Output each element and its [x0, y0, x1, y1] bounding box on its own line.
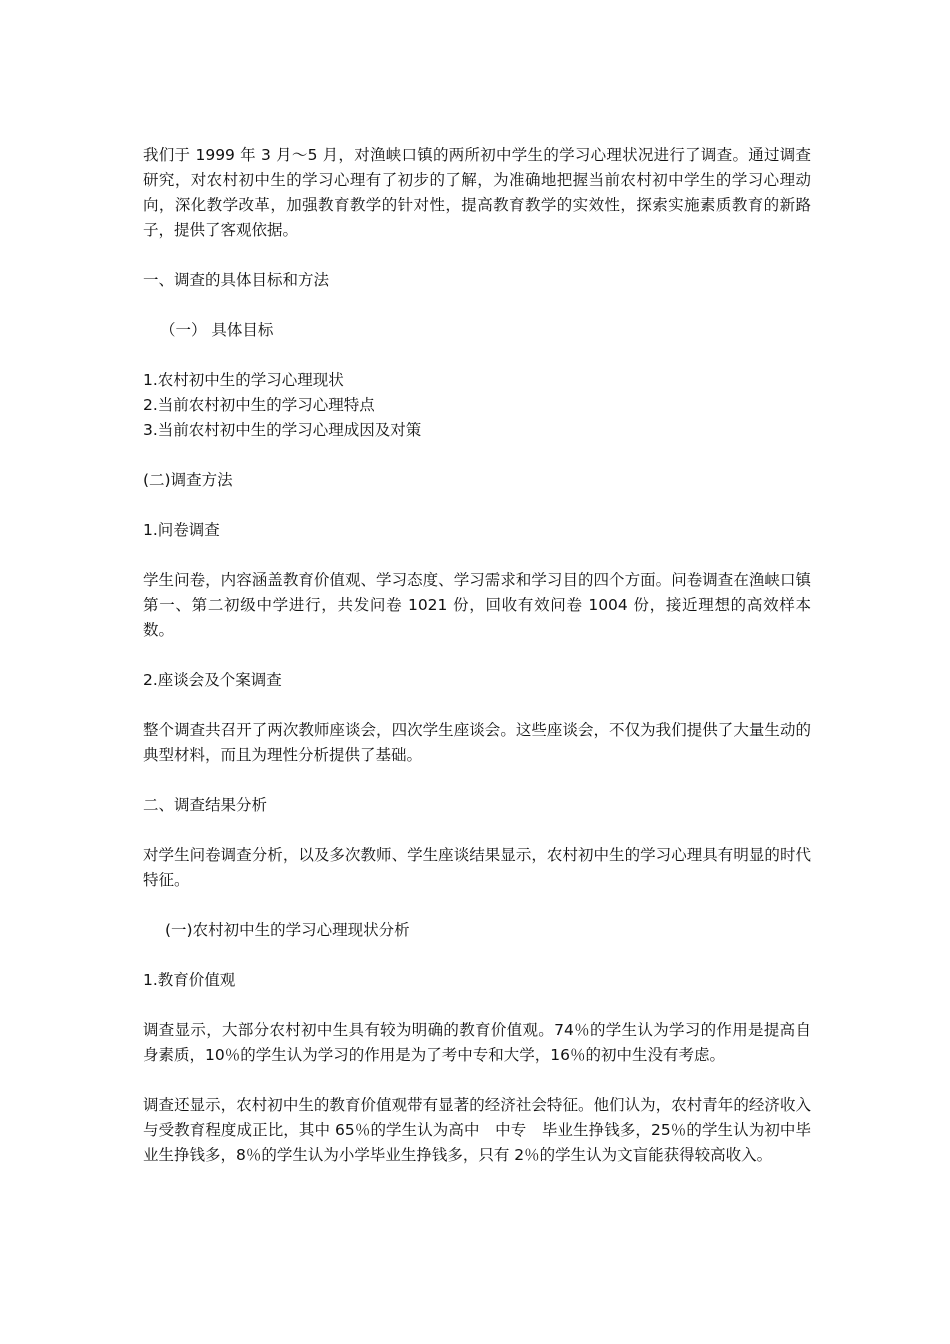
method1-title: 1.问卷调查	[143, 521, 220, 539]
target-list	[143, 368, 811, 443]
item1-title: 1.教育价值观	[143, 971, 236, 989]
section1-sub2-heading: (二)调查方法	[143, 471, 233, 489]
document-body	[143, 143, 811, 1193]
values-paragraph-1: 调查显示，大部分农村初中生具有较为明确的教育价值观。74％的学生认为学习的作用是提高自身素质，10％的学生认为学习的作用是为了考中专和大学，16％的初中生没有考虑。	[143, 1021, 811, 1064]
list-item: 2.当前农村初中生的学习心理特点	[143, 396, 375, 414]
values-paragraph-2: 调查还显示，农村初中生的教育价值观带有显著的经济社会特征。他们认为，农村青年的经济收入与受教育程度成正比，其中 65％的学生认为高中 中专 毕业生挣钱多，25％的学生认为初中毕业生挣钱多，8％的学生认为小学毕业生挣钱多，只有 2％的学生认为文盲能获得较高收入。	[143, 1096, 811, 1164]
list-item: 1.农村初中生的学习心理现状	[143, 371, 344, 389]
method2-paragraph: 整个调查共召开了两次教师座谈会，四次学生座谈会。这些座谈会，不仅为我们提供了大量生动的典型材料，而且为理性分析提供了基础。	[143, 721, 811, 764]
method1-paragraph: 学生问卷，内容涵盖教育价值观、学习态度、学习需求和学习目的四个方面。问卷调查在渔峡口镇第一、第二初级中学进行，共发问卷 1021 份，回收有效问卷 1004 份，接近理想的高效样本数。	[143, 571, 811, 639]
section1-heading: 一、调查的具体目标和方法	[143, 271, 330, 289]
section1-sub1-heading: （一） 具体目标	[160, 321, 274, 339]
section2-sub1-heading: (一)农村初中生的学习心理现状分析	[165, 921, 410, 939]
intro-paragraph: 我们于 1999 年 3 月～5 月，对渔峡口镇的两所初中学生的学习心理状况进行了调查。通过调查研究，对农村初中生的学习心理有了初步的了解，为准确地把握当前农村初中学生的学习心理动向，深化教学改革，加强教育教学的针对性，提高教育教学的实效性，探索实施素质教育的新路子，提供了客观依据。	[143, 146, 811, 239]
method2-title: 2.座谈会及个案调查	[143, 671, 282, 689]
section2-heading: 二、调查结果分析	[143, 796, 268, 814]
section2-intro-paragraph: 对学生问卷调查分析，以及多次教师、学生座谈结果显示，农村初中生的学习心理具有明显的时代特征。	[143, 846, 811, 889]
list-item: 3.当前农村初中生的学习心理成因及对策	[143, 421, 422, 439]
